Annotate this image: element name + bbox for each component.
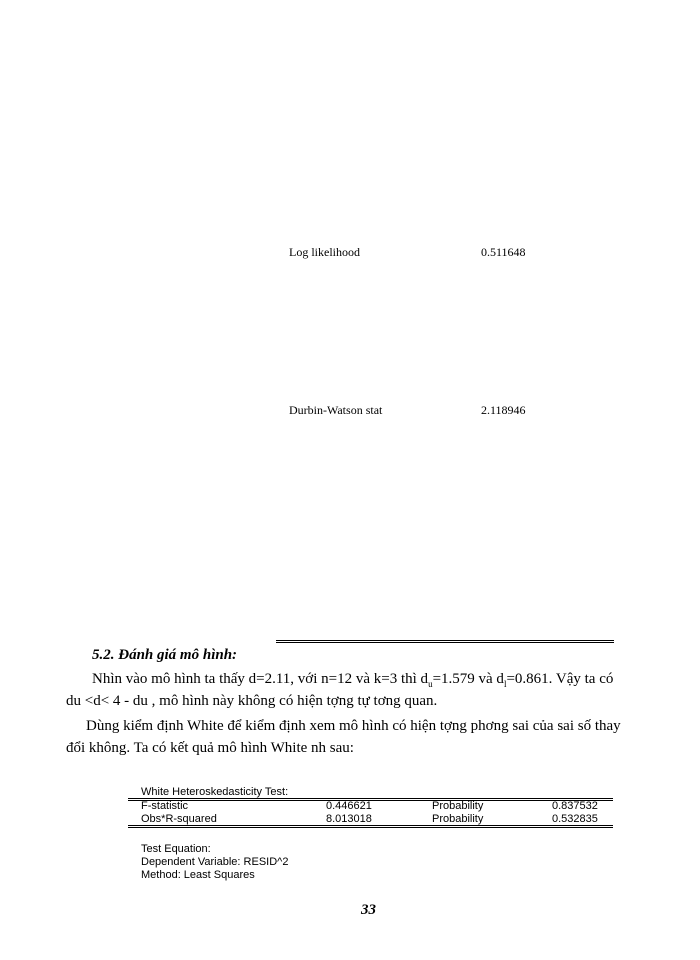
table-row-obs-value: 8.013018 (326, 813, 372, 825)
paragraph-1-line-2: du <d< 4 - du , mô hình này không có hiện tợng tự tơng quan. (66, 693, 438, 709)
test-equation-label: Test Equation: (141, 843, 211, 855)
log-likelihood-label: Log likelihood (289, 245, 360, 259)
subscript-l: l (503, 679, 507, 689)
paragraph-2-line-1: Dùng kiểm định White để kiểm định xem mô hình có hiện tợng phơng sai của sai số thay (86, 718, 621, 734)
paragraph-1-text-c: =0.861. Vậy ta có (506, 671, 614, 687)
dependent-variable: Dependent Variable: RESID^2 (141, 856, 289, 868)
table-row-f-value: 0.446621 (326, 800, 372, 812)
table-row-f-label: F-statistic (141, 800, 189, 812)
log-likelihood-value: 0.511648 (481, 245, 526, 259)
white-test-bottom-rule (128, 825, 613, 828)
subscript-u: u (428, 679, 433, 689)
white-test-title: White Heteroskedasticity Test: (141, 786, 289, 798)
section-heading: 5.2. Đánh giá mô hình: (92, 647, 238, 663)
page-number: 33 (361, 902, 376, 918)
durbin-watson-label: Durbin-Watson stat (289, 403, 383, 417)
paragraph-1-text-a: Nhìn vào mô hình ta thấy d=2.11, với n=12 và k=3 thì d (92, 671, 429, 687)
table-row-f-prob-label: Probability (432, 800, 484, 812)
paragraph-1-text-b: =1.579 và d (432, 671, 504, 687)
table-row-obs-prob: 0.532835 (552, 813, 598, 825)
method-label: Method: Least Squares (141, 869, 255, 881)
table-bottom-rule (276, 640, 614, 643)
paragraph-2-line-2: đổi không. Ta có kết quả mô hình White nh sau: (66, 740, 354, 756)
table-row-f-prob: 0.837532 (552, 800, 598, 812)
durbin-watson-value: 2.118946 (481, 403, 526, 417)
table-row-obs-label: Obs*R-squared (141, 813, 217, 825)
table-row-obs-prob-label: Probability (432, 813, 484, 825)
